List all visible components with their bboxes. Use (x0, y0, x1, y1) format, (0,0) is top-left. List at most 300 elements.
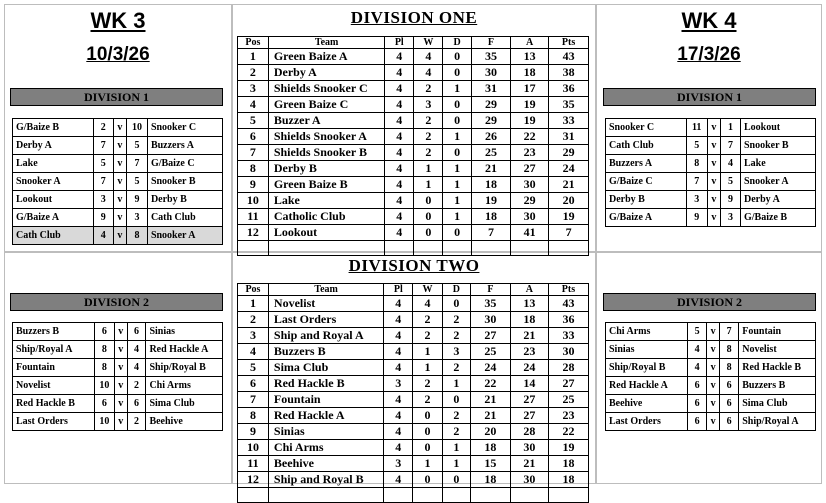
fixture-versus: v (113, 227, 126, 245)
league-header-d: D (443, 37, 471, 49)
league-blank-row (238, 488, 589, 503)
league-blank-cell (548, 488, 588, 503)
league-blank-cell (268, 488, 383, 503)
fixture-home-team: Sinias (606, 341, 688, 359)
fixture-away-team: Beehive (146, 413, 223, 431)
league-cell-team: Red Hackle A (268, 408, 383, 424)
league-cell-won: 2 (413, 376, 442, 392)
league-cell-won: 0 (413, 440, 442, 456)
fixture-away-score: 9 (721, 191, 741, 209)
league-cell-won: 4 (414, 49, 443, 65)
league-cell-against: 30 (510, 472, 548, 488)
fixture-away-team: Red Hackle A (146, 341, 223, 359)
league-cell-team: Shields Snooker B (268, 145, 385, 161)
league-cell-pos: 9 (238, 177, 269, 193)
fixture-row (606, 209, 816, 227)
league-cell-drawn: 0 (442, 472, 470, 488)
fixture-away-score: 8 (127, 227, 148, 245)
league-cell-against: 14 (510, 376, 548, 392)
league-cell-points: 30 (548, 344, 588, 360)
league-cell-drawn: 2 (442, 360, 470, 376)
league-cell-against: 24 (510, 360, 548, 376)
league-cell-points: 29 (549, 145, 589, 161)
fixture-home-team: Red Hackle B (13, 395, 95, 413)
league-cell-pos: 6 (238, 376, 269, 392)
fixture-versus: v (707, 341, 720, 359)
league-cell-drawn: 2 (442, 312, 470, 328)
fixture-versus: v (113, 173, 126, 191)
fixture-row (606, 119, 816, 137)
league-cell-against: 19 (511, 113, 549, 129)
fixture-away-team: Ship/Royal A (739, 413, 816, 431)
league-cell-won: 1 (413, 344, 442, 360)
fixture-home-team: Ship/Royal A (13, 341, 95, 359)
fixture-versus: v (114, 413, 127, 431)
fixture-home-score: 5 (686, 137, 707, 155)
league-cell-against: 27 (511, 161, 549, 177)
fixture-away-team: Cath Club (147, 209, 222, 227)
league-cell-points: 43 (548, 296, 588, 312)
league-cell-points: 28 (548, 360, 588, 376)
fixture-home-team: G/Baize B (13, 119, 94, 137)
fixture-home-score: 2 (93, 119, 113, 137)
league-cell-drawn: 1 (443, 193, 471, 209)
fixture-row (13, 395, 223, 413)
fixture-row (13, 173, 223, 191)
league-cell-against: 19 (511, 97, 549, 113)
league-cell-won: 1 (414, 177, 443, 193)
league-cell-team: Lookout (268, 225, 385, 241)
league-header-a: A (510, 284, 548, 296)
fixture-home-team: Buzzers B (13, 323, 95, 341)
league-header-pl: Pl (384, 284, 413, 296)
league-cell-won: 0 (413, 472, 442, 488)
fixture-away-team: Sinias (146, 323, 223, 341)
fixture-row (13, 209, 223, 227)
league-row (238, 113, 589, 129)
league-header-w: W (414, 37, 443, 49)
league-cell-points: 19 (548, 440, 588, 456)
league-cell-played: 4 (385, 49, 414, 65)
fixture-home-team: Buzzers A (606, 155, 687, 173)
fixture-versus: v (707, 359, 720, 377)
league-cell-team: Catholic Club (268, 209, 385, 225)
fixture-home-score: 7 (93, 173, 113, 191)
league-cell-points: 23 (548, 408, 588, 424)
league-cell-against: 17 (511, 81, 549, 97)
league-blank-cell (384, 488, 413, 503)
fixture-away-team: Snooker B (147, 173, 222, 191)
league-cell-won: 2 (414, 145, 443, 161)
league-cell-team: Shields Snooker A (268, 129, 385, 145)
fixture-row (13, 413, 223, 431)
fixture-home-score: 8 (94, 359, 114, 377)
wk4-div2-label: DIVISION 2 (603, 293, 816, 311)
league-cell-pos: 10 (238, 440, 269, 456)
fixture-away-team: Lake (741, 155, 816, 173)
league-cell-for: 18 (471, 472, 511, 488)
league-cell-for: 15 (471, 456, 511, 472)
league-cell-for: 24 (471, 360, 511, 376)
league-cell-pos: 3 (238, 328, 269, 344)
league-cell-drawn: 0 (443, 225, 471, 241)
league-cell-against: 28 (510, 424, 548, 440)
fixture-away-score: 2 (127, 377, 146, 395)
fixture-home-team: Lookout (13, 191, 94, 209)
league-cell-for: 27 (471, 328, 511, 344)
fixture-home-team: Ship/Royal B (606, 359, 688, 377)
fixture-home-score: 10 (94, 377, 114, 395)
league-cell-against: 22 (511, 129, 549, 145)
league-cell-drawn: 1 (443, 129, 471, 145)
league-header-pts: Pts (548, 284, 588, 296)
league-cell-team: Buzzer A (268, 113, 385, 129)
fixture-home-score: 6 (688, 395, 707, 413)
league-cell-won: 0 (413, 424, 442, 440)
league-cell-drawn: 0 (443, 49, 471, 65)
league-cell-pos: 4 (238, 97, 269, 113)
wk4-div1-fixtures (605, 118, 816, 227)
league-cell-for: 18 (471, 440, 511, 456)
league-cell-team: Red Hackle B (268, 376, 383, 392)
fixture-home-team: Beehive (606, 395, 688, 413)
league-cell-for: 18 (471, 209, 510, 225)
league-cell-points: 43 (549, 49, 589, 65)
league-cell-against: 30 (511, 209, 549, 225)
league-row (238, 424, 589, 440)
fixture-versus: v (707, 377, 720, 395)
league-row (238, 177, 589, 193)
fixture-versus: v (707, 413, 720, 431)
fixture-away-team: Buzzers A (147, 137, 222, 155)
fixture-versus: v (707, 137, 720, 155)
league-header-pts: Pts (549, 37, 589, 49)
wk3-div2-fixtures (12, 322, 223, 431)
wk3-div1-label: DIVISION 1 (10, 88, 223, 106)
league-cell-drawn: 0 (443, 113, 471, 129)
fixture-home-team: Fountain (13, 359, 95, 377)
league-cell-played: 3 (384, 376, 413, 392)
league-cell-points: 20 (549, 193, 589, 209)
league-cell-drawn: 1 (442, 440, 470, 456)
fixture-home-team: Red Hackle A (606, 377, 688, 395)
league-row (238, 296, 589, 312)
fixture-home-team: G/Baize A (606, 209, 687, 227)
league-cell-won: 1 (413, 456, 442, 472)
league-cell-for: 29 (471, 113, 510, 129)
league-cell-points: 18 (548, 472, 588, 488)
fixture-away-score: 6 (720, 377, 739, 395)
league-cell-for: 18 (471, 177, 510, 193)
league-cell-played: 4 (385, 65, 414, 81)
fixture-away-team: G/Baize C (147, 155, 222, 173)
league-cell-pos: 8 (238, 408, 269, 424)
league-cell-won: 4 (413, 296, 442, 312)
league-cell-played: 4 (384, 472, 413, 488)
fixture-home-score: 5 (93, 155, 113, 173)
league-cell-for: 22 (471, 376, 511, 392)
fixture-home-score: 6 (688, 377, 707, 395)
fixture-away-score: 7 (720, 323, 739, 341)
fixture-home-score: 8 (94, 341, 114, 359)
league-cell-played: 4 (385, 97, 414, 113)
fixture-away-score: 4 (127, 341, 146, 359)
fixture-home-team: G/Baize C (606, 173, 687, 191)
league-header-team: Team (268, 284, 383, 296)
league-cell-against: 30 (510, 440, 548, 456)
fixture-away-team: Fountain (739, 323, 816, 341)
league-cell-pos: 6 (238, 129, 269, 145)
league-cell-drawn: 1 (443, 81, 471, 97)
fixture-versus: v (707, 191, 720, 209)
fixture-home-team: Derby B (606, 191, 687, 209)
fixture-versus: v (113, 155, 126, 173)
league-cell-played: 4 (385, 129, 414, 145)
league-cell-for: 19 (471, 193, 510, 209)
wk3-title: WK 3 (90, 8, 146, 33)
fixture-home-team: G/Baize A (13, 209, 94, 227)
league-cell-points: 35 (549, 97, 589, 113)
fixture-row (606, 413, 816, 431)
fixture-home-score: 6 (94, 323, 114, 341)
league-cell-drawn: 2 (442, 424, 470, 440)
league-cell-for: 25 (471, 344, 511, 360)
league-cell-for: 30 (471, 65, 510, 81)
fixture-row (606, 173, 816, 191)
league-cell-pos: 5 (238, 113, 269, 129)
league-cell-played: 4 (385, 193, 414, 209)
league-cell-against: 23 (511, 145, 549, 161)
league-cell-played: 4 (384, 408, 413, 424)
fixture-home-team: Novelist (13, 377, 95, 395)
league-row (238, 129, 589, 145)
fixture-away-team: G/Baize B (741, 209, 816, 227)
wk3-date: 10/3/26 (86, 44, 150, 65)
fixture-row (13, 155, 223, 173)
league-cell-won: 3 (414, 97, 443, 113)
league-blank-cell (413, 488, 442, 503)
fixture-away-score: 3 (721, 209, 741, 227)
league-cell-team: Fountain (268, 392, 383, 408)
league-header-w: W (413, 284, 442, 296)
league-cell-pos: 11 (238, 209, 269, 225)
fixture-away-score: 7 (721, 137, 741, 155)
league-cell-against: 27 (510, 392, 548, 408)
league-cell-for: 21 (471, 408, 511, 424)
league-header-f: F (471, 284, 511, 296)
fixture-versus: v (114, 359, 127, 377)
league-cell-won: 2 (414, 81, 443, 97)
league-cell-played: 3 (384, 456, 413, 472)
league-cell-for: 26 (471, 129, 510, 145)
league-cell-won: 2 (413, 328, 442, 344)
fixture-row (13, 323, 223, 341)
fixture-versus: v (113, 209, 126, 227)
fixture-away-score: 2 (127, 413, 146, 431)
fixture-versus: v (707, 173, 720, 191)
fixture-versus: v (707, 119, 720, 137)
division-two-title: DIVISION TWO (348, 256, 480, 275)
league-cell-points: 25 (548, 392, 588, 408)
league-cell-drawn: 2 (442, 408, 470, 424)
league-cell-points: 36 (548, 312, 588, 328)
league-cell-won: 2 (413, 312, 442, 328)
fixture-row (606, 395, 816, 413)
fixture-home-team: Last Orders (606, 413, 688, 431)
league-cell-pos: 7 (238, 392, 269, 408)
fixture-row (13, 119, 223, 137)
league-cell-won: 0 (413, 408, 442, 424)
league-cell-against: 27 (510, 408, 548, 424)
fixture-versus: v (707, 209, 720, 227)
league-cell-played: 4 (385, 209, 414, 225)
league-cell-pos: 8 (238, 161, 269, 177)
league-cell-drawn: 0 (443, 97, 471, 113)
league-cell-won: 2 (414, 113, 443, 129)
league-row (238, 344, 589, 360)
league-cell-drawn: 1 (442, 376, 470, 392)
fixture-away-score: 5 (127, 173, 148, 191)
league-cell-for: 29 (471, 97, 510, 113)
fixture-home-score: 3 (686, 191, 707, 209)
league-header-pl: Pl (385, 37, 414, 49)
league-cell-pos: 3 (238, 81, 269, 97)
wk4-date: 17/3/26 (677, 44, 741, 65)
league-cell-pos: 1 (238, 296, 269, 312)
league-cell-drawn: 1 (442, 456, 470, 472)
league-cell-team: Buzzers B (268, 344, 383, 360)
fixture-row (13, 341, 223, 359)
league-cell-played: 4 (384, 328, 413, 344)
fixture-row (606, 341, 816, 359)
fixture-row (13, 377, 223, 395)
league-cell-against: 21 (510, 456, 548, 472)
division-two-table (237, 283, 589, 503)
fixture-row (606, 137, 816, 155)
league-row (238, 440, 589, 456)
league-cell-pos: 2 (238, 65, 269, 81)
league-cell-pos: 12 (238, 225, 269, 241)
league-cell-for: 35 (471, 296, 511, 312)
fixture-home-score: 7 (93, 137, 113, 155)
league-header-team: Team (268, 37, 385, 49)
fixture-away-team: Snooker C (147, 119, 222, 137)
fixture-away-team: Novelist (739, 341, 816, 359)
fixture-away-score: 6 (720, 413, 739, 431)
league-cell-points: 38 (549, 65, 589, 81)
league-cell-for: 21 (471, 392, 511, 408)
league-cell-team: Shields Snooker C (268, 81, 385, 97)
division-one-title: DIVISION ONE (350, 8, 478, 27)
fixture-away-score: 6 (720, 395, 739, 413)
league-row (238, 81, 589, 97)
league-row (238, 145, 589, 161)
fixture-versus: v (114, 377, 127, 395)
fixture-home-score: 3 (93, 191, 113, 209)
league-header-d: D (442, 284, 470, 296)
league-header-row (238, 37, 589, 49)
fixture-row (606, 323, 816, 341)
league-cell-drawn: 1 (443, 177, 471, 193)
fixture-away-team: Sima Club (739, 395, 816, 413)
league-header-f: F (471, 37, 510, 49)
league-cell-pos: 12 (238, 472, 269, 488)
league-cell-team: Ship and Royal A (268, 328, 383, 344)
league-cell-pos: 2 (238, 312, 269, 328)
fixture-away-score: 1 (721, 119, 741, 137)
league-cell-for: 31 (471, 81, 510, 97)
fixture-home-score: 6 (688, 413, 707, 431)
league-cell-against: 30 (511, 177, 549, 193)
league-cell-drawn: 1 (443, 209, 471, 225)
league-cell-won: 2 (414, 129, 443, 145)
league-cell-against: 13 (510, 296, 548, 312)
fixture-home-score: 5 (688, 323, 707, 341)
fixture-away-team: Buzzers B (739, 377, 816, 395)
fixture-versus: v (113, 191, 126, 209)
fixture-home-score: 7 (686, 173, 707, 191)
league-cell-against: 41 (511, 225, 549, 241)
fixture-home-team: Cath Club (13, 227, 94, 245)
league-cell-drawn: 0 (442, 392, 470, 408)
league-cell-points: 33 (548, 328, 588, 344)
league-cell-points: 24 (549, 161, 589, 177)
league-row (238, 65, 589, 81)
league-cell-drawn: 0 (443, 145, 471, 161)
league-cell-team: Ship and Royal B (268, 472, 383, 488)
league-row (238, 472, 589, 488)
fixture-home-score: 11 (686, 119, 707, 137)
fixture-away-score: 5 (127, 137, 148, 155)
league-cell-team: Lake (268, 193, 385, 209)
fixture-home-team: Snooker A (13, 173, 94, 191)
league-cell-for: 20 (471, 424, 511, 440)
league-cell-against: 29 (511, 193, 549, 209)
fixture-away-team: Derby B (147, 191, 222, 209)
fixture-row (606, 155, 816, 173)
league-cell-team: Beehive (268, 456, 383, 472)
league-cell-team: Green Baize B (268, 177, 385, 193)
league-row (238, 161, 589, 177)
league-cell-for: 35 (471, 49, 510, 65)
league-cell-won: 0 (414, 209, 443, 225)
league-cell-played: 4 (385, 161, 414, 177)
fixture-away-team: Derby A (741, 191, 816, 209)
league-header-pos: Pos (238, 284, 269, 296)
fixture-away-score: 7 (127, 155, 148, 173)
league-cell-pos: 1 (238, 49, 269, 65)
league-blank-cell (471, 488, 511, 503)
fixture-home-score: 9 (93, 209, 113, 227)
fixture-home-score: 4 (688, 359, 707, 377)
fixture-away-team: Ship/Royal B (146, 359, 223, 377)
fixture-home-team: Derby A (13, 137, 94, 155)
fixture-away-team: Snooker A (147, 227, 222, 245)
league-cell-against: 21 (510, 328, 548, 344)
league-cell-won: 4 (414, 65, 443, 81)
league-cell-played: 4 (384, 440, 413, 456)
fixture-home-team: Cath Club (606, 137, 687, 155)
league-cell-played: 4 (384, 424, 413, 440)
league-cell-played: 4 (385, 113, 414, 129)
fixture-home-score: 6 (94, 395, 114, 413)
fixture-away-team: Chi Arms (146, 377, 223, 395)
league-cell-team: Sima Club (268, 360, 383, 376)
league-cell-drawn: 0 (443, 65, 471, 81)
league-cell-points: 19 (549, 209, 589, 225)
league-row (238, 193, 589, 209)
league-cell-pos: 10 (238, 193, 269, 209)
